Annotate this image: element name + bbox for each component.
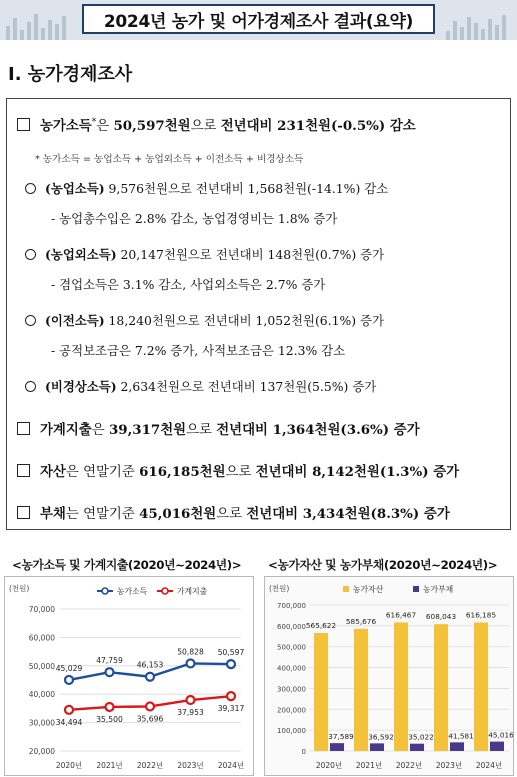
assets-line bbox=[17, 461, 459, 480]
y-tick-label: 700,000 bbox=[277, 602, 306, 610]
transfer-income-label: (이전소득) bbox=[45, 313, 105, 328]
data-label: 37,953 bbox=[177, 708, 204, 718]
page-title: 2024년 농가 및 어가경제조사 결과(요약) bbox=[103, 11, 414, 32]
bar-debt bbox=[410, 744, 424, 751]
section-title: Ⅰ. 농가경제조사 bbox=[8, 64, 133, 85]
income-line bbox=[17, 115, 416, 134]
header-stripe bbox=[6, 26, 10, 40]
data-point bbox=[227, 660, 235, 668]
y-tick-label: 400,000 bbox=[277, 664, 306, 673]
x-tick-label: 2021년 bbox=[96, 761, 123, 770]
y-tick-label: 50,000 bbox=[28, 661, 55, 671]
assets-label: 자산 bbox=[40, 464, 66, 480]
assets-debt-chart-panel bbox=[264, 576, 514, 776]
header-stripe bbox=[446, 31, 450, 40]
bar-assets bbox=[394, 622, 408, 751]
checkbox-square-icon bbox=[17, 464, 30, 477]
y-tick-label: 500,000 bbox=[277, 643, 306, 652]
assets-text: 은 연말기준 bbox=[65, 465, 140, 480]
data-label: 50,828 bbox=[177, 647, 204, 657]
debt-text2: 으로 bbox=[216, 507, 247, 522]
data-point bbox=[146, 702, 154, 710]
header-stripe bbox=[453, 21, 457, 40]
debt-change: 3,434천원(8.3%) bbox=[302, 506, 420, 522]
x-tick-label: 2020년 bbox=[315, 761, 343, 770]
header-stripe bbox=[55, 24, 59, 40]
irregular-income-line bbox=[25, 377, 376, 395]
y-tick-label: 200,000 bbox=[277, 706, 306, 715]
data-label: 41,581 bbox=[448, 731, 474, 741]
x-tick-label: 2024년 bbox=[217, 761, 245, 770]
x-tick-label: 2022년 bbox=[136, 761, 164, 770]
data-label: 35,500 bbox=[96, 714, 123, 724]
assets-debt-chart-title: <농가자산 및 농가부채(2020년~2024년)> bbox=[268, 558, 498, 572]
data-label: 608,043 bbox=[425, 612, 457, 622]
bar-debt bbox=[450, 742, 464, 751]
header-stripe bbox=[502, 15, 506, 40]
expense-value: 39,317천원 bbox=[108, 422, 187, 438]
header-stripe bbox=[460, 27, 464, 40]
nonfarm-income-label: (농업외소득) bbox=[45, 247, 117, 262]
income-expense-chart-panel bbox=[4, 576, 254, 776]
assets-text2: 으로 bbox=[225, 465, 256, 480]
income-cmp: 전년대비 bbox=[220, 118, 278, 134]
x-tick-label: 2023년 bbox=[177, 761, 204, 770]
header-stripe bbox=[41, 28, 45, 40]
header-stripe bbox=[467, 17, 471, 40]
y-tick-label: 60,000 bbox=[28, 633, 55, 643]
y-tick-label: 70,000 bbox=[28, 605, 55, 614]
bullet-circle-icon bbox=[25, 249, 36, 260]
expense-label: 가계지출 bbox=[40, 422, 92, 438]
data-label: 35,022 bbox=[408, 732, 434, 742]
header-stripe bbox=[474, 23, 478, 40]
title-box bbox=[82, 4, 435, 34]
income-value: 50,597천원 bbox=[113, 118, 191, 134]
bar-debt bbox=[370, 743, 384, 751]
summary-box bbox=[6, 98, 511, 530]
data-label: 616,185 bbox=[465, 610, 497, 620]
irregular-income-text: 2,634천원으로 전년대비 137천원(5.5%) 증가 bbox=[116, 379, 377, 394]
bar-assets bbox=[474, 622, 488, 751]
farm-income-text: 9,576천원으로 전년대비 1,568천원(-14.1%) 감소 bbox=[104, 181, 389, 196]
bar-debt bbox=[330, 743, 344, 751]
expense-line bbox=[17, 419, 420, 438]
income-text: 은 bbox=[96, 119, 114, 134]
debt-value: 45,016천원 bbox=[139, 506, 217, 522]
assets-direction: 증가 bbox=[428, 464, 460, 480]
expense-cmp: 전년대비 bbox=[216, 422, 273, 438]
data-label: 47,759 bbox=[96, 656, 123, 666]
x-tick-label: 2020년 bbox=[55, 761, 83, 770]
expense-text: 은 bbox=[91, 423, 109, 438]
data-label: 35,696 bbox=[136, 714, 164, 724]
data-label: 34,494 bbox=[55, 717, 83, 727]
assets-debt-bar-chart bbox=[265, 577, 515, 777]
farm-income-line bbox=[25, 179, 388, 197]
legend-label: 농가자산 bbox=[353, 585, 384, 594]
data-point bbox=[106, 668, 114, 676]
y-unit-label: (천원) bbox=[269, 584, 290, 593]
data-point bbox=[65, 676, 73, 684]
nonfarm-income-detail: - 겸업소득은 3.1% 감소, 사업외소득은 2.7% 증가 bbox=[51, 277, 326, 292]
data-label: 46,153 bbox=[136, 660, 164, 670]
debt-cmp: 전년대비 bbox=[246, 506, 303, 522]
header-stripe bbox=[48, 20, 52, 40]
income-expense-chart-title: <농가소득 및 가계지출(2020년~2024년)> bbox=[12, 558, 242, 572]
income-expense-line-chart bbox=[5, 577, 255, 777]
header-stripe bbox=[62, 16, 66, 40]
assets-cmp: 전년대비 bbox=[255, 464, 313, 480]
income-label: 농가소득 bbox=[40, 118, 92, 134]
bullet-circle-icon bbox=[25, 381, 36, 392]
bar-debt bbox=[490, 742, 504, 751]
y-tick-label: 0 bbox=[301, 748, 306, 756]
data-point bbox=[227, 692, 235, 700]
data-label: 616,467 bbox=[385, 610, 417, 620]
x-tick-label: 2021년 bbox=[355, 761, 383, 770]
bullet-circle-icon bbox=[25, 315, 36, 326]
header-banner bbox=[0, 0, 517, 40]
y-tick-label: 20,000 bbox=[28, 747, 55, 756]
legend-label: 가계지출 bbox=[177, 587, 208, 596]
farm-income-detail: - 농업총수입은 2.8% 감소, 농업경영비는 1.8% 증가 bbox=[51, 211, 338, 226]
y-tick-label: 600,000 bbox=[277, 622, 306, 631]
header-stripe bbox=[488, 19, 492, 40]
income-note: * 농가소득 = 농업소득 + 농업외소득 + 이전소득 + 비경상소득 bbox=[35, 154, 304, 165]
x-tick-label: 2024년 bbox=[475, 761, 503, 770]
income-change: 231천원(-0.5%) bbox=[277, 118, 386, 134]
income-text2: 으로 bbox=[190, 119, 221, 134]
debt-label: 부채 bbox=[40, 506, 66, 522]
data-label: 45,029 bbox=[55, 663, 83, 673]
header-stripe bbox=[34, 14, 38, 40]
income-direction: 감소 bbox=[385, 118, 416, 134]
assets-value: 616,185천원 bbox=[139, 464, 226, 480]
header-stripe bbox=[20, 30, 24, 40]
legend-label: 농가소득 bbox=[117, 587, 148, 596]
nonfarm-income-text: 20,147천원으로 전년대비 148천원(0.7%) 증가 bbox=[116, 247, 385, 262]
checkbox-square-icon bbox=[17, 506, 30, 519]
data-point bbox=[187, 659, 195, 667]
x-tick-label: 2023년 bbox=[435, 761, 463, 770]
y-tick-label: 30,000 bbox=[28, 718, 55, 728]
bar-assets bbox=[434, 624, 448, 751]
legend-marker bbox=[162, 588, 168, 594]
checkbox-square-icon bbox=[17, 118, 30, 131]
transfer-income-line bbox=[25, 311, 384, 329]
y-tick-label: 100,000 bbox=[277, 727, 306, 736]
legend-swatch bbox=[343, 586, 349, 592]
bar-assets bbox=[314, 633, 328, 751]
data-label: 36,592 bbox=[368, 732, 394, 742]
y-tick-label: 40,000 bbox=[28, 690, 55, 700]
irregular-income-label: (비경상소득) bbox=[45, 379, 117, 394]
data-point bbox=[187, 696, 195, 704]
header-stripe bbox=[27, 22, 31, 40]
y-unit-label: (천원) bbox=[9, 584, 30, 593]
y-tick-label: 300,000 bbox=[277, 685, 306, 694]
data-label: 37,589 bbox=[328, 732, 354, 742]
x-tick-label: 2022년 bbox=[395, 761, 423, 770]
bar-assets bbox=[354, 629, 368, 751]
data-point bbox=[65, 706, 73, 714]
income-note-mark: * bbox=[91, 117, 97, 128]
transfer-income-detail: - 공적보조금은 7.2% 증가, 사적보조금은 12.3% 감소 bbox=[51, 343, 346, 358]
expense-change: 1,364천원(3.6%) bbox=[272, 422, 390, 438]
legend-label: 농가부채 bbox=[423, 585, 454, 594]
expense-direction: 증가 bbox=[389, 422, 420, 438]
header-stripe bbox=[13, 18, 17, 40]
data-label: 585,676 bbox=[345, 616, 377, 626]
bullet-circle-icon bbox=[25, 183, 36, 194]
legend-swatch bbox=[413, 586, 419, 592]
debt-text: 는 연말기준 bbox=[65, 507, 140, 522]
data-label: 50,597 bbox=[217, 648, 245, 658]
assets-change: 8,142천원(1.3%) bbox=[312, 464, 429, 480]
data-label: 45,016 bbox=[488, 730, 514, 740]
data-point bbox=[106, 703, 114, 711]
data-label: 565,622 bbox=[305, 621, 337, 631]
farm-income-label: (농업소득) bbox=[45, 181, 105, 196]
debt-line bbox=[17, 503, 450, 522]
transfer-income-text: 18,240천원으로 전년대비 1,052천원(6.1%) 증가 bbox=[104, 313, 384, 328]
debt-direction: 증가 bbox=[419, 506, 450, 522]
expense-text2: 으로 bbox=[186, 423, 217, 438]
header-stripe bbox=[495, 25, 499, 40]
data-point bbox=[146, 673, 154, 681]
legend-marker bbox=[102, 588, 108, 594]
data-label: 39,317 bbox=[217, 704, 245, 714]
header-stripe bbox=[481, 29, 485, 40]
checkbox-square-icon bbox=[17, 422, 30, 435]
nonfarm-income-line bbox=[25, 245, 384, 263]
